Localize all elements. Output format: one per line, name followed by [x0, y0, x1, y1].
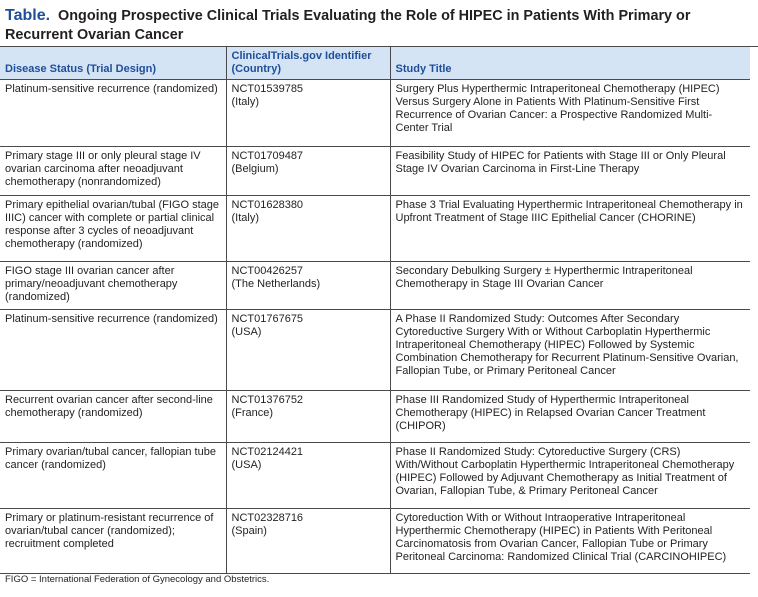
trial-id: NCT01628380: [231, 199, 304, 211]
cell-study-title: Phase 3 Trial Evaluating Hyperthermic Intraperitoneal Chemotherapy in Upfront Treatment of Stage IIIC Epithelial Cancer (CHORINE): [390, 196, 750, 262]
table-row: [0, 262, 750, 310]
table-footnote: FIGO = International Federation of Gynecology and Obstetrics.: [5, 574, 270, 585]
header-study-title: Study Title: [390, 47, 750, 80]
table-row: [0, 443, 750, 509]
trial-id: NCT02124421: [231, 446, 304, 458]
cell-identifier: [226, 509, 390, 574]
table-title: [5, 6, 750, 45]
trial-id: NCT01767675: [231, 313, 304, 325]
table-row: [0, 196, 750, 262]
cell-study-title: A Phase II Randomized Study: Outcomes After Secondary Cytoreductive Surgery With or Without Carboplatin Hyperthermic Intraperitoneal Chemotherapy (HIPEC) Followed by Systemic Combination Chemotherapy for Recurrent Platinum-Sensitive Ovarian, Fallopian Tube, or Primary Peritoneal Cancer: [390, 310, 750, 391]
trial-country: (Italy): [231, 212, 259, 224]
cell-identifier: [226, 391, 390, 443]
trial-country: (France): [231, 407, 274, 419]
clinical-trials-table: [0, 47, 750, 574]
table-row: [0, 310, 750, 391]
trial-country: (USA): [231, 459, 262, 471]
trial-id: NCT01539785: [231, 83, 304, 95]
cell-disease-status: Platinum-sensitive recurrence (randomized): [0, 310, 226, 391]
table-title-text: Ongoing Prospective Clinical Trials Evaluating the Role of HIPEC in Patients With Primary or Recurrent Ovarian Cancer: [5, 8, 691, 43]
trial-country: (USA): [231, 326, 262, 338]
table-label: Table.: [5, 7, 51, 24]
header-identifier: ClinicalTrials.gov Identifier (Country): [226, 47, 390, 80]
trial-id: NCT02328716: [231, 512, 304, 524]
trial-country: (Italy): [231, 96, 259, 108]
cell-disease-status: Recurrent ovarian cancer after second-line chemotherapy (randomized): [0, 391, 226, 443]
cell-disease-status: Primary or platinum-resistant recurrence of ovarian/tubal cancer (randomized); recruitment completed: [0, 509, 226, 574]
cell-identifier: [226, 310, 390, 391]
table-row: [0, 80, 750, 147]
cell-disease-status: Primary ovarian/tubal cancer, fallopian tube cancer (randomized): [0, 443, 226, 509]
table-row: [0, 509, 750, 574]
cell-identifier: [226, 196, 390, 262]
cell-study-title: Secondary Debulking Surgery ± Hyperthermic Intraperitoneal Chemotherapy in Stage III Ovarian Cancer: [390, 262, 750, 310]
trial-id: NCT01376752: [231, 394, 304, 406]
trial-id: NCT00426257: [231, 265, 304, 277]
cell-disease-status: Primary epithelial ovarian/tubal (FIGO stage IIIC) cancer with complete or partial clinical response after 3 cycles of neoadjuvant chemotherapy (randomized): [0, 196, 226, 262]
cell-disease-status: FIGO stage III ovarian cancer after primary/neoadjuvant chemotherapy (randomized): [0, 262, 226, 310]
trial-country: (Spain): [231, 525, 267, 537]
cell-identifier: [226, 262, 390, 310]
cell-study-title: Feasibility Study of HIPEC for Patients with Stage III or Only Pleural Stage IV Ovarian Carcinoma in First-Line Therapy: [390, 147, 750, 196]
trial-id: NCT01709487: [231, 150, 304, 162]
cell-disease-status: Platinum-sensitive recurrence (randomized): [0, 80, 226, 147]
table-header-row: [0, 47, 750, 80]
table-row: [0, 391, 750, 443]
trial-country: (Belgium): [231, 163, 279, 175]
cell-study-title: Phase III Randomized Study of Hyperthermic Intraperitoneal Chemotherapy (HIPEC) in Relapsed Ovarian Cancer Treatment (CHIPOR): [390, 391, 750, 443]
cell-study-title: Cytoreduction With or Without Intraoperative Intraperitoneal Hyperthermic Chemotherapy (HIPEC) in Patients With Peritoneal Carcinomatosis from Ovarian Cancer, Fallopian Tube or Primary Peritoneal Carcinoma: Randomized Clinical Trial (CARCINOHIPEC): [390, 509, 750, 574]
header-disease-status: Disease Status (Trial Design): [0, 47, 226, 80]
cell-identifier: [226, 147, 390, 196]
cell-study-title: Phase II Randomized Study: Cytoreductive Surgery (CRS) With/Without Carboplatin Hyperthermic Intraperitoneal Chemotherapy (HIPEC) Followed by Adjuvant Chemotherapy as Initial Treatment of Ovarian, Fallopian Tube, & Primary Peritoneal Cancer: [390, 443, 750, 509]
table-row: [0, 147, 750, 196]
cell-disease-status: Primary stage III or only pleural stage IV ovarian carcinoma after neoadjuvant chemotherapy (nonrandomized): [0, 147, 226, 196]
cell-identifier: [226, 443, 390, 509]
cell-study-title: Surgery Plus Hyperthermic Intraperitoneal Chemotherapy (HIPEC) Versus Surgery Alone in Patients With Platinum-Sensitive First Recurrence of Ovarian Cancer: a Prospective Randomized Multi-Center Trial: [390, 80, 750, 147]
trial-country: (The Netherlands): [231, 278, 321, 290]
cell-identifier: [226, 80, 390, 147]
